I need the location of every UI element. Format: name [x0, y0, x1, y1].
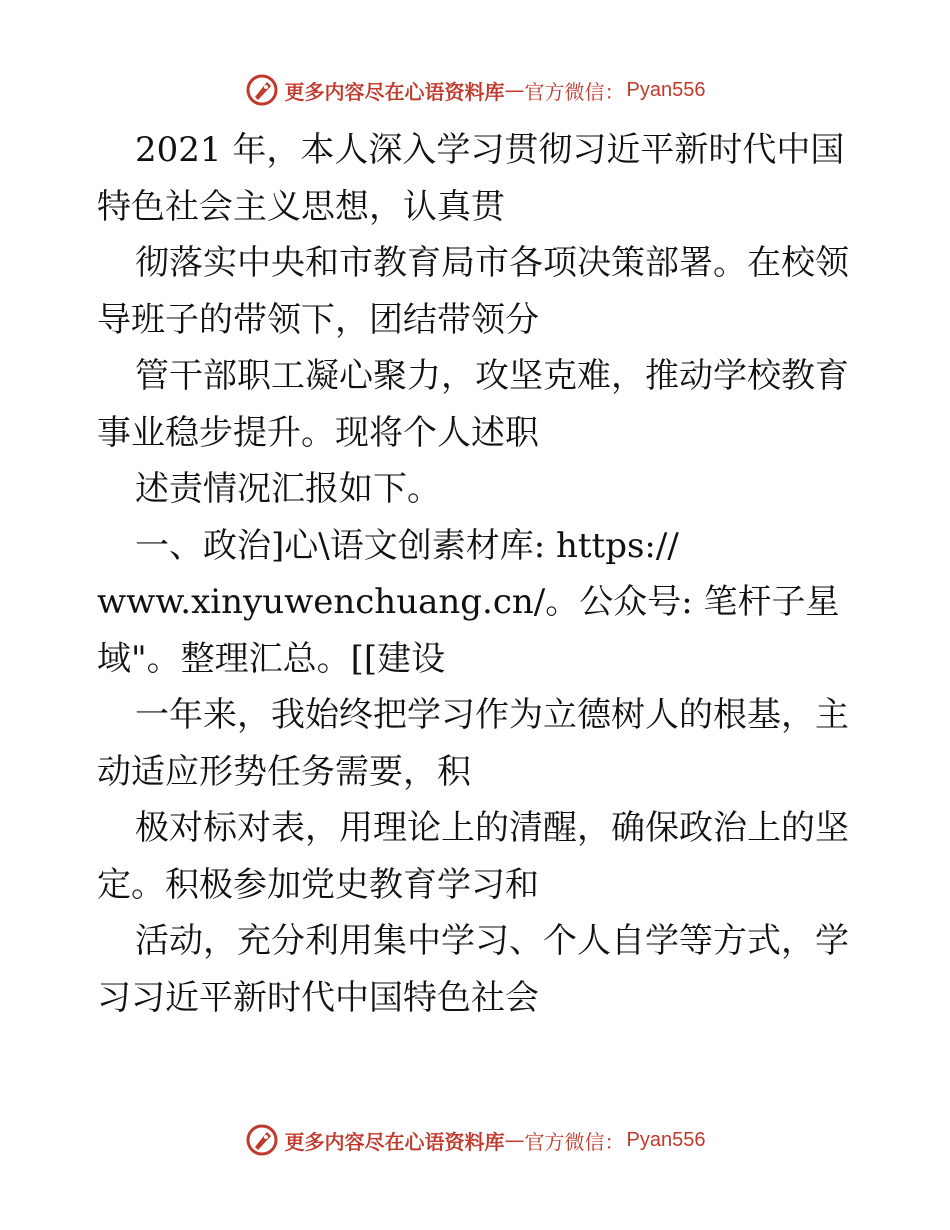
body-line: 2021 年，本人深入学习贯彻习近平新时代中国 — [135, 130, 845, 170]
body-line: 一年来，我始终把学习作为立德树人的根基，主 — [135, 695, 849, 735]
body-line: 述责情况汇报如下。 — [135, 469, 441, 509]
header-wechat-id: Pyan556 — [626, 78, 706, 101]
body-line: www.xinyuwenchuang.cn/。公众号: 笔杆子星 — [97, 582, 840, 622]
body-line: 域"。整理汇总。[[建设 — [97, 638, 446, 679]
header-brand-text: 更多内容尽在心语资料库 — [284, 79, 505, 104]
body-line: 活动，充分利用集中学习、个人自学等方式，学 — [135, 921, 849, 961]
body-line: 定。积极参加党史教育学习和 — [97, 864, 539, 905]
body-line: 习习近平新时代中国特色社会 — [97, 977, 539, 1018]
body-line: 事业稳步提升。现将个人述职 — [97, 412, 539, 453]
pen-nib-logo-icon — [245, 1123, 279, 1157]
body-line: 管干部职工凝心聚力，攻坚克难，推动学校教育 — [135, 356, 849, 396]
footer-dash: — — [504, 1128, 525, 1152]
body-line: 彻落实中央和市教育局市各项决策部署。在校领 — [135, 243, 849, 283]
body-line: 特色社会主义思想，认真贯 — [97, 186, 505, 227]
pen-nib-logo-icon — [245, 73, 279, 107]
header-banner — [0, 70, 950, 110]
footer-wechat-label: 官方微信： — [524, 1129, 625, 1154]
footer-brand-text: 更多内容尽在心语资料库 — [284, 1129, 505, 1154]
header-dash: — — [504, 78, 525, 102]
body-line: 一、政治]心\语文创素材库: https:// — [135, 525, 679, 566]
footer-banner — [0, 1120, 950, 1160]
body-line: 极对标对表，用理论上的清醒，确保政治上的坚 — [135, 808, 849, 848]
body-line: 导班子的带领下，团结带领分 — [97, 299, 539, 340]
document-body — [97, 122, 857, 1026]
header-wechat-label: 官方微信： — [524, 79, 625, 104]
body-line: 动适应形势任务需要，积 — [97, 751, 471, 792]
footer-wechat-id: Pyan556 — [626, 1128, 706, 1151]
